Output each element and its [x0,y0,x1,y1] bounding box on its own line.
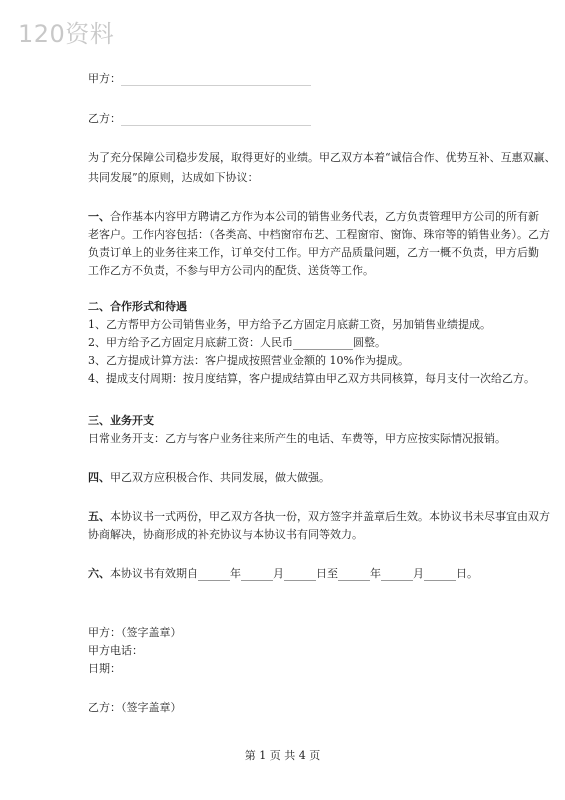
watermark: 120资料 [18,20,115,48]
section-1-line-4: 工作乙方不负责，不参与甲方公司内的配货、送货等工作。 [88,264,374,277]
section-5-number: 五、 [88,510,110,523]
section-1-line-3: 负责订单上的业务往来工作，订单交付工作。甲方产品质量问题，乙方一概不负责，甲方后勤 [88,246,539,259]
section-6-number: 六、 [88,567,110,580]
party-b-label: 乙方： [88,112,121,125]
section-2-item-2: 2、甲方给予乙方固定月底薪工资：人民币 圆整。 [88,336,386,349]
end-day-blank [424,569,456,581]
end-year-blank [338,569,370,581]
section-6-line: 六、本协议书有效期自 年 月 日至 年 月 日。 [88,567,478,580]
section-2-item-3: 3、乙方提成计算方法：客户提成按照营业金额的 10%作为提成。 [88,354,409,367]
section-4-line: 四、甲乙双方应积极合作、共同发展，做大做强。 [88,471,330,484]
salary-blank [293,338,353,350]
section-2-title: 二、合作形式和待遇 [88,300,187,313]
section-4-number: 四、 [88,471,110,484]
section-1-line-1: 一、合作基本内容甲方聘请乙方作为本公司的销售业务代表，乙方负责管理甲方公司的所有新 [88,210,539,223]
signature-date: 日期： [88,662,121,675]
party-a-signature: 甲方：（签字盖章） [88,626,182,639]
party-b-line [88,112,311,126]
page-footer: 第 1 页 共 4 页 [244,749,321,762]
party-a-phone: 甲方电话： [88,644,143,657]
intro-line-1: 为了充分保障公司稳步发展，取得更好的业绩。甲乙双方本着“诚信合作、优势互补、互惠双赢、 [88,151,556,164]
end-month-blank [381,569,413,581]
section-1-line-2: 老客户。工作内容包括：（各类高、中档窗帘布艺、工程窗帘、窗饰、珠帘等的销售业务）。乙方 [88,228,550,241]
start-day-blank [284,569,316,581]
party-a-line [88,72,311,86]
start-month-blank [241,569,273,581]
section-3-text: 日常业务开支：乙方与客户业务往来所产生的电话、车费等，甲方应按实际情况报销。 [88,432,506,445]
party-a-blank [121,74,311,86]
intro-line-2: 共同发展”的原则，达成如下协议： [88,171,259,184]
party-a-label: 甲方： [88,72,121,85]
section-2-item-4: 4、提成支付周期：按月度结算，客户提成结算由甲乙双方共同核算，每月支付一次给乙方。 [88,372,535,385]
section-2-item-1: 1、乙方帮甲方公司销售业务，甲方给予乙方固定月底薪工资，另加销售业绩提成。 [88,318,491,331]
party-b-blank [121,114,311,126]
start-year-blank [198,569,230,581]
section-1-number: 一、 [88,210,110,223]
section-3-title: 三、业务开支 [88,414,154,427]
section-5-line-1: 五、本协议书一式两份，甲乙双方各执一份，双方签字并盖章后生效。本协议书未尽事宜由双方 [88,510,550,523]
party-b-signature: 乙方：（签字盖章） [88,701,182,714]
section-5-line-2: 协商解决，协商形成的补充协议与本协议书有同等效力。 [88,528,363,541]
